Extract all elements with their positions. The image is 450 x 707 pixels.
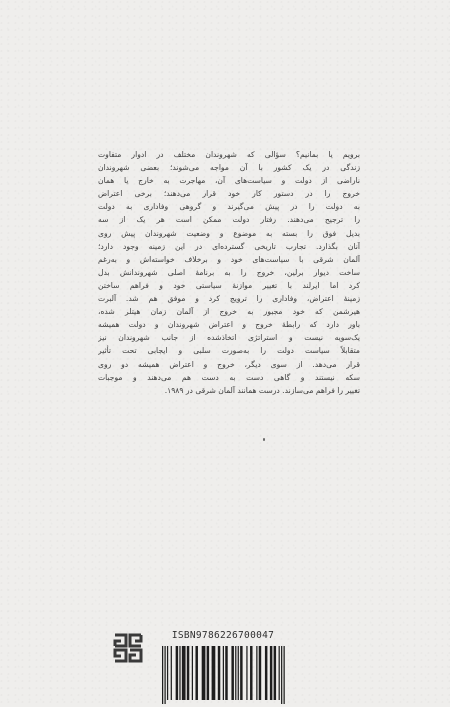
- blurb-line: سکه نیستند و گاهی دست به دست هم می‌دهند و موجبات: [98, 372, 360, 382]
- barcode-bar: [256, 646, 257, 700]
- barcode-bar: [207, 646, 209, 700]
- blurb-line: تغییر را فراهم می‌سازند. درست همانند آلمان شرقی در ۱۹۸۹.: [164, 385, 360, 395]
- blurb-line: خروج را در دستور کار خود قرار می‌دهند؛ برخی اعتراض: [98, 189, 360, 199]
- blurb-line: آنان بگذارد. تجارب تاریخی گسترده‌ای در این زمینه وجود دارد؛: [98, 241, 360, 251]
- barcode-bar: [279, 646, 280, 700]
- blurb-line: آلمان شرقی با سیاست‌های خود و برخلاف خواسته‌اش و به‌رغم: [98, 254, 360, 264]
- barcode-bar: [192, 646, 193, 700]
- barcode-bar: [250, 646, 252, 700]
- isbn-number: ISBN9786226700047: [171, 630, 275, 641]
- barcode-bar: [259, 646, 261, 700]
- barcode-bar: [179, 646, 180, 700]
- back-cover-blurb: [98, 148, 360, 397]
- barcode-bar: [284, 646, 285, 704]
- barcode-bar: [274, 646, 276, 700]
- barcode-bar: [182, 646, 186, 700]
- barcode-bar: [246, 646, 247, 700]
- barcode-bar: [162, 646, 163, 704]
- barcode-block: [156, 630, 290, 707]
- blurb-line: باور دارد که رابطهٔ خروج و اعتراض شهروندان و دولت همیشه: [98, 320, 360, 330]
- blurb-line: زندگی در یک کشور با آن مواجه می‌شوند؛ بعضی شهروندان: [98, 163, 360, 173]
- barcode-bar: [202, 646, 206, 700]
- barcode-bar: [195, 646, 197, 700]
- barcode-bar: [171, 646, 172, 700]
- barcode-bar: [270, 646, 272, 700]
- barcode-bar: [225, 646, 227, 700]
- blurb-line: ساخت دیوار برلین، خروج را به برنامهٔ اصلی شهروندانش بدل: [98, 267, 360, 277]
- blurb-line: به دولت را در پیش می‌گیرند و گروهی وفاداری به دولت: [98, 202, 360, 212]
- barcode-bar: [265, 646, 267, 700]
- blurb-line: را ترجیح می‌دهند. رفتار دولت ممکن است هر یک از سه: [98, 215, 360, 225]
- barcode-bar: [231, 646, 233, 700]
- paper-speck: [263, 438, 265, 441]
- barcode-icon: [160, 646, 288, 704]
- barcode-bar: [187, 646, 189, 700]
- blurb-line: متقابلاً سیاست دولت را به‌صورت سلبی و ایجابی تحت تأثیر: [98, 346, 360, 356]
- blurb-line: برویم یا بمانیم؟ سؤالی که شهروندان مختلف در ادوار متفاوت: [98, 150, 360, 159]
- blurb-line: ناراضی از دولت و سیاست‌های آن، مهاجرت به خارج یا همان: [98, 176, 360, 186]
- blurb-line: قرار می‌دهد. از سوی دیگر، خروج و اعتراض همیشه دو روی: [98, 359, 360, 369]
- barcode-bar: [167, 646, 168, 700]
- barcode-bar: [238, 646, 239, 700]
- blurb-line: یک‌سویه نیست و استراتژی اتخاذشده از جانب شهروندان نیز: [98, 333, 360, 343]
- barcode-bar: [240, 646, 242, 700]
- barcode-bar: [223, 646, 224, 700]
- blurb-line: هیرشمن که خود مجبور به خروج از آلمان زمان هیتلر شده،: [98, 307, 360, 317]
- barcode-bar: [281, 646, 282, 704]
- blurb-line: بدیل فوق را بسته به موضوع و وضعیت شهروندان پیش روی: [98, 228, 360, 238]
- blurb-line: زمینهٔ اعتراض، وفاداری را ترویج کرد و موفق هم شد. آلبرت: [98, 294, 360, 304]
- barcode-bar: [218, 646, 220, 700]
- barcode-bar: [176, 646, 178, 700]
- barcode-bar: [212, 646, 216, 700]
- barcode-bar: [235, 646, 236, 700]
- blurb-line: کرد اما ایرلند با تغییر موازنهٔ سیاستی خود و فراهم ساختن: [98, 280, 360, 290]
- publisher-logo-icon: [112, 632, 144, 664]
- barcode-bar: [164, 646, 165, 704]
